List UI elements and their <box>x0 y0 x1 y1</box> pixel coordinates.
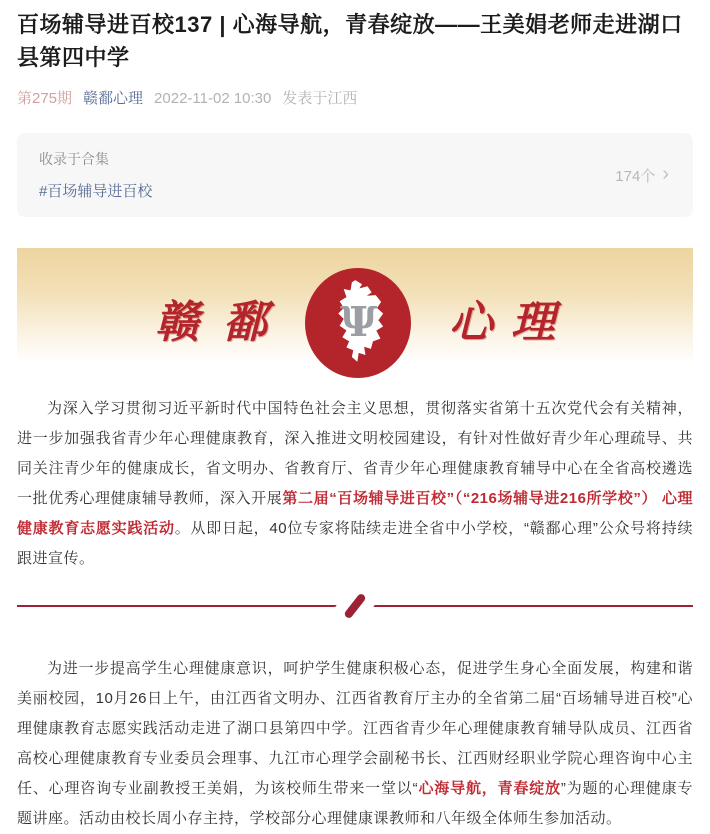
collection-info <box>39 149 152 201</box>
publish-datetime: 2022-11-02 10:30 <box>154 90 272 107</box>
paragraph-1-highlight: 第二届“百场辅导进百校”（“216场辅导进216所学校”） 心理健康教育志愿实践活动 <box>17 490 693 537</box>
publish-location: 发表于江西 <box>282 90 358 107</box>
slash-icon <box>343 593 367 620</box>
article-meta <box>17 90 693 108</box>
ganpo-psychology-logo <box>305 268 411 378</box>
banner-image[interactable] <box>17 248 693 368</box>
jiangxi-map-psi-icon <box>324 276 392 370</box>
collection-tag-link[interactable]: #百场辅导进百校 <box>39 183 153 200</box>
section-divider <box>17 605 693 607</box>
paragraph-2-text-end: ”为题的心理健康专题讲座。活动由校长周小存主持，学校部分心理健康课教师和八年级全体师生参加活动。 <box>17 780 694 827</box>
paragraph-1-text: 为深入学习贯彻习近平新时代中国特色社会主义思想，贯彻落实省第十五次党代会有关精神，进一步加强我省青少年心理健康教育，深入推进文明校园建设，有针对性做好青少年心理疏导、共同关注青少年的健康成长，省文明办、省教育厅、省青少年心理健康教育辅导中心在全省高校遴选一批优秀心理健康辅导教师，深入开展 <box>17 400 693 507</box>
banner-text-left: 赣鄱 <box>155 297 291 348</box>
paragraph-1 <box>17 394 693 574</box>
collection-label: 收录于合集 <box>39 151 109 167</box>
collection-card[interactable] <box>17 133 693 217</box>
issue-number: 第275期 <box>17 90 73 107</box>
banner-text-right: 心理 <box>449 297 573 348</box>
paragraph-2-highlight: 心海导航，青春绽放 <box>418 780 561 797</box>
account-name-link[interactable]: 赣鄱心理 <box>83 90 144 107</box>
article-title: 百场辅导进百校137 | 心海导航，青春绽放——王美娟老师走进湖口县第四中学 <box>17 12 683 70</box>
paragraph-2 <box>17 654 693 834</box>
collection-count <box>615 165 669 186</box>
paragraph-1-text-end: 。从即日起，40位专家将陆续走进全省中小学校，“赣鄱心理”公众号将持续跟进宣传。 <box>17 520 693 567</box>
collection-count-text: 174个 <box>615 167 656 185</box>
chevron-right-icon: › <box>662 163 669 185</box>
svg-text:Ψ: Ψ <box>340 297 378 346</box>
paragraph-2-text: 为进一步提高学生心理健康意识，呵护学生健康积极心态，促进学生身心全面发展，构建和谐美丽校园，10月26日上午，由江西省文明办、江西省教育厅主办的全省第二届“百场辅导进百校”心理健康教育志愿实践活动走进了湖口县第四中学。江西省青少年心理健康教育辅导队成员、江西省高校心理健康教育专业委员会理事、九江市心理学会副秘书长、江西财经职业学院心理咨询中心主任、心理咨询专业副教授王美娟，为该校师生带来一堂以“ <box>17 660 693 797</box>
